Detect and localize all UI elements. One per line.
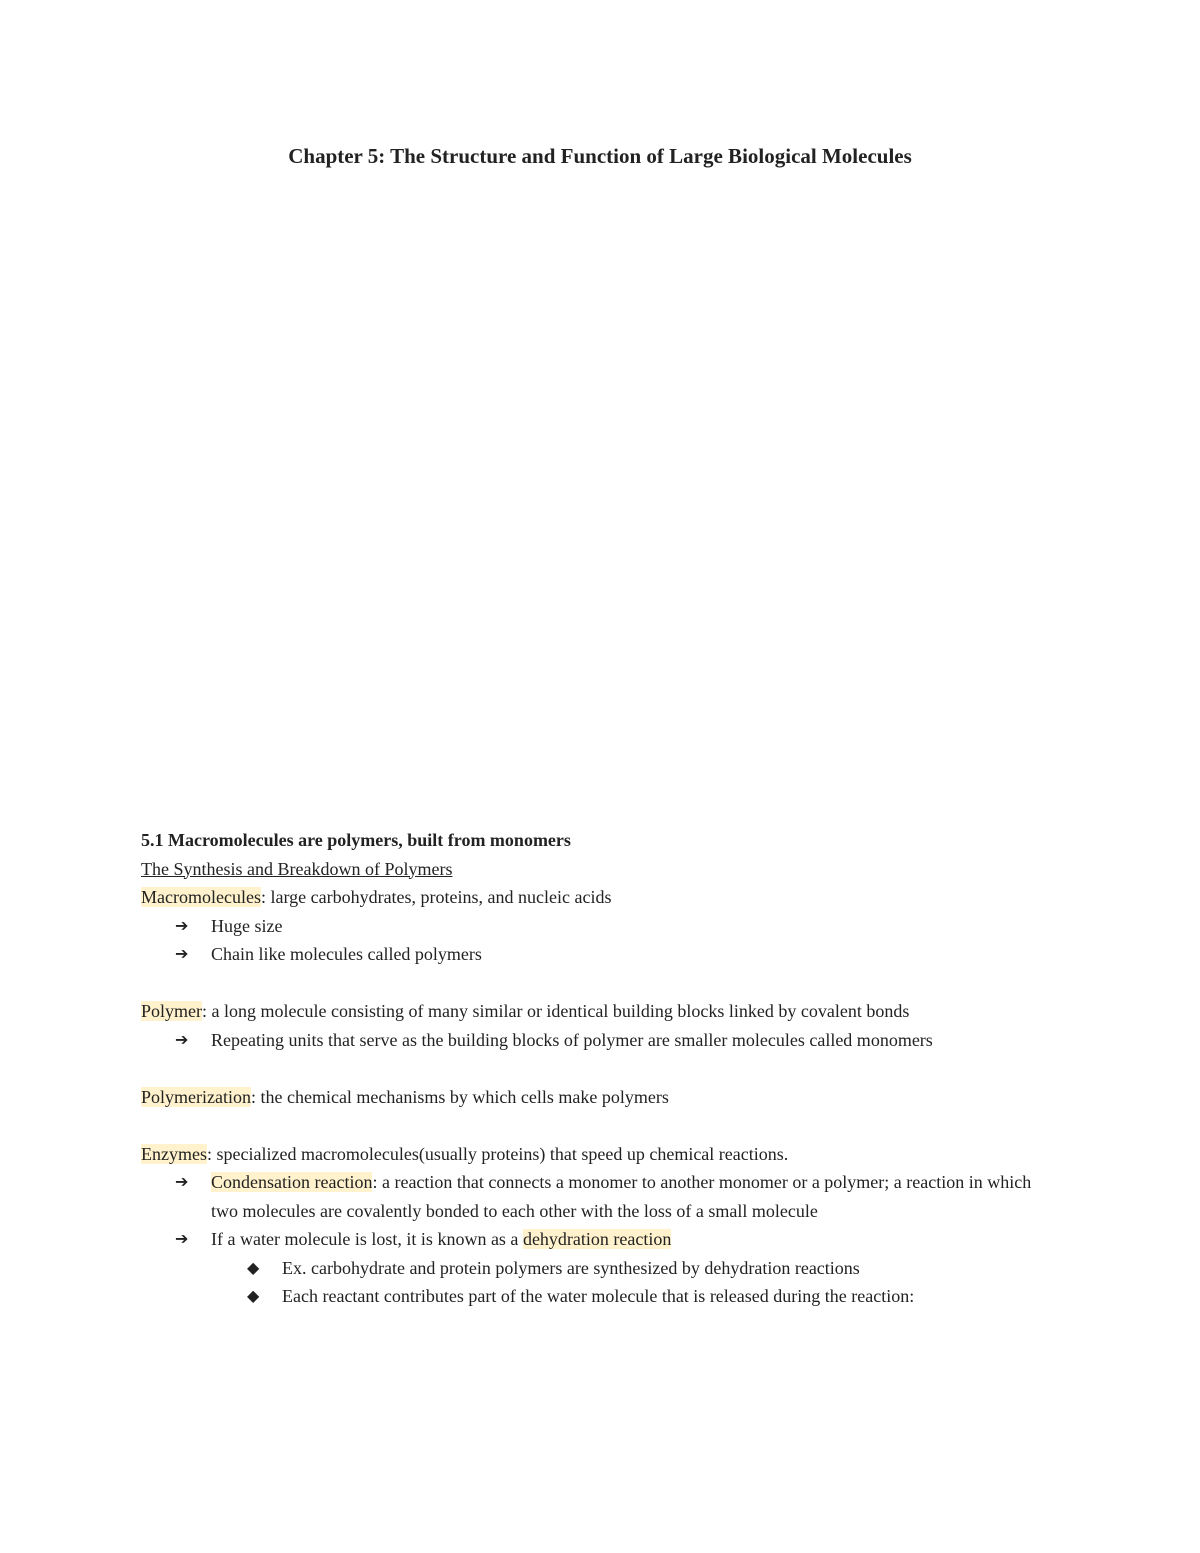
arrow-bullet-icon: ➔ — [175, 915, 189, 935]
definition-enzymes — [141, 1140, 1051, 1169]
sub-list-item-text: Ex. carbohydrate and protein polymers are synthesized by dehydration reactions — [282, 1257, 860, 1278]
chapter-title: Chapter 5: The Structure and Function of Large Biological Molecules — [288, 144, 912, 168]
definition-polymer — [141, 997, 1051, 1026]
arrow-bullet-icon: ➔ — [175, 944, 189, 963]
definition-text: : a long molecule consisting of many similar or identical building blocks linked by covalent bonds — [202, 1001, 910, 1021]
arrow-bullet-icon: ➔ — [175, 1172, 189, 1191]
definition-polymerization — [141, 1083, 1051, 1112]
list-item-text: : a reaction that connects a monomer to another monomer or a polymer; a reaction in which two molecules are covalently bonded to each other with the loss of a small molecule — [211, 1172, 1032, 1221]
sub-list-item — [141, 1254, 1051, 1283]
section-heading: 5.1 Macromolecules are polymers, built from monomers — [141, 830, 571, 850]
definition-text: : specialized macromolecules(usually proteins) that speed up chemical reactions. — [206, 1143, 789, 1164]
section-subheading: The Synthesis and Breakdown of Polymers — [141, 858, 453, 879]
list-item-text: Repeating units that serve as the building blocks of polymer are smaller molecules called monomers — [211, 1029, 933, 1050]
sub-list-item — [141, 1282, 1051, 1311]
arrow-bullet-icon: ➔ — [175, 1029, 189, 1049]
arrow-bullet-icon: ➔ — [175, 1229, 189, 1248]
list-item — [141, 1168, 1051, 1225]
term-polymer: Polymer — [141, 1001, 202, 1021]
document-body — [141, 826, 1051, 1311]
definition-macromolecules — [141, 883, 1051, 912]
term-condensation-reaction: Condensation reaction — [211, 1172, 373, 1192]
list-item-text: Huge size — [211, 915, 283, 936]
list-item-text: Chain like molecules called polymers — [211, 944, 482, 964]
list-item — [141, 940, 1051, 969]
term-polymerization: Polymerization — [141, 1086, 251, 1107]
term-dehydration-reaction: dehydration reaction — [522, 1229, 672, 1249]
spacer — [141, 969, 1051, 998]
sub-list-item-text: Each reactant contributes part of the water molecule that is released during the reaction: — [282, 1286, 915, 1306]
list-item-text: If a water molecule is lost, it is known as a — [211, 1229, 523, 1249]
list-item — [141, 1225, 1051, 1254]
list-item — [141, 1026, 1051, 1055]
term-enzymes: Enzymes — [141, 1143, 207, 1164]
definition-text: : the chemical mechanisms by which cells make polymers — [250, 1086, 669, 1107]
spacer — [141, 1054, 1051, 1083]
term-macromolecules: Macromolecules — [141, 887, 261, 907]
diamond-bullet-icon: ◆ — [247, 1286, 260, 1305]
spacer — [141, 1111, 1051, 1140]
definition-text: : large carbohydrates, proteins, and nucleic acids — [260, 887, 612, 907]
list-item — [141, 912, 1051, 941]
diamond-bullet-icon: ◆ — [247, 1257, 260, 1277]
